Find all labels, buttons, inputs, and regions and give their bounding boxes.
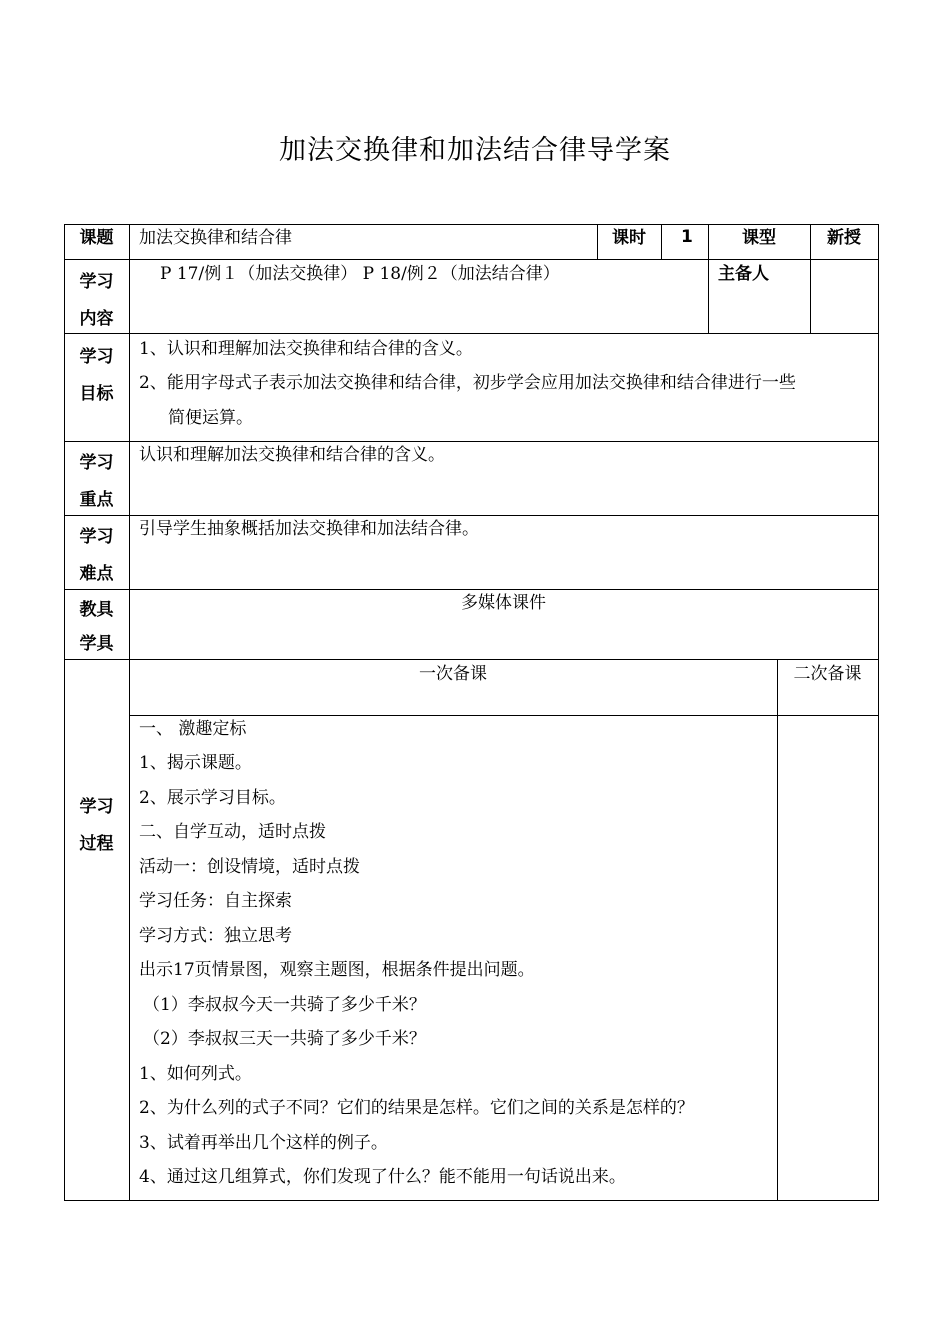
goal-item-1: 1、认识和理解加法交换律和结合律的含义。 (139, 339, 473, 359)
list-item: 活动一：创设情境，适时点拨 (139, 857, 360, 877)
table-divider (64, 659, 879, 660)
process-label-line2: 过程 (79, 834, 114, 854)
table-divider (777, 659, 778, 1201)
list-item: 1、揭示课题。 (139, 753, 252, 773)
list-item: 3、试着再举出几个这样的例子。 (139, 1133, 388, 1153)
list-item: 2、为什么列的式子不同？它们的结果是怎样。它们之间的关系是怎样的？ (139, 1098, 694, 1118)
preparer-label: 主备人 (718, 264, 769, 284)
table-divider (64, 515, 879, 516)
list-item: 一、 激趣定标 (139, 719, 247, 739)
difficulty-label (64, 519, 129, 593)
process-label-line1: 学习 (79, 797, 114, 817)
list-item: 出示17页情景图，观察主题图，根据条件提出问题。 (139, 960, 535, 980)
table-divider (64, 333, 879, 334)
list-item: 1、如何列式。 (139, 1064, 252, 1084)
focus-label-line2: 重点 (79, 490, 114, 510)
list-item: 二、自学互动，适时点拨 (139, 822, 326, 842)
content-text: P 17/例１（加法交换律） P 18/例２（加法结合律） (160, 264, 560, 284)
tools-label-line1: 教具 (79, 600, 114, 620)
goals-label (64, 339, 129, 413)
table-border-top (64, 224, 879, 225)
goal-item-2-line1: 2、能用字母式子表示加法交换律和结合律，初步学会应用加法交换律和结合律进行一些 (139, 373, 796, 393)
list-item: 学习任务：自主探索 (139, 891, 292, 911)
difficulty-label-line1: 学习 (79, 527, 114, 547)
list-item: 学习方式：独立思考 (139, 926, 292, 946)
process-label (64, 789, 129, 863)
table-divider (661, 224, 662, 259)
table-border-right (878, 224, 879, 1201)
table-divider (64, 259, 879, 260)
list-item: 2、展示学习目标。 (139, 788, 286, 808)
difficulty-label-line2: 难点 (79, 564, 114, 584)
table-divider (129, 715, 879, 716)
goals-label-line1: 学习 (79, 347, 114, 367)
type-label: 课型 (742, 228, 776, 248)
table-border-bottom (64, 1200, 879, 1201)
second-prep-header: 二次备课 (793, 664, 862, 684)
tools-label-line2: 学具 (79, 634, 114, 654)
topic-value: 加法交换律和结合律 (139, 228, 292, 248)
focus-text: 认识和理解加法交换律和结合律的含义。 (139, 445, 445, 465)
table-divider (64, 441, 879, 442)
focus-label (64, 445, 129, 519)
list-item: （2）李叔叔三天一共骑了多少千米？ (143, 1029, 426, 1049)
table-divider (64, 589, 879, 590)
first-prep-header: 一次备课 (419, 664, 487, 684)
list-item: 4、通过这几组算式，你们发现了什么？能不能用一句话说出来。 (139, 1167, 626, 1187)
content-label-line2: 内容 (79, 309, 114, 329)
type-value: 新授 (827, 228, 861, 248)
period-label: 课时 (612, 228, 646, 248)
label-column-divider (129, 224, 130, 1201)
tools-text: 多媒体课件 (461, 593, 546, 613)
goal-item-2-line2: 简便运算。 (168, 408, 253, 428)
tools-label (64, 593, 129, 661)
list-item: （1）李叔叔今天一共骑了多少千米？ (143, 995, 426, 1015)
difficulty-text: 引导学生抽象概括加法交换律和加法结合律。 (139, 519, 479, 539)
content-label (64, 264, 129, 338)
content-label-line1: 学习 (79, 272, 114, 292)
period-value: 1 (681, 227, 693, 247)
focus-label-line1: 学习 (79, 453, 114, 473)
page-title: 加法交换律和加法结合律导学案 (279, 135, 671, 166)
topic-label: 课题 (79, 228, 114, 248)
goals-label-line2: 目标 (79, 384, 114, 404)
